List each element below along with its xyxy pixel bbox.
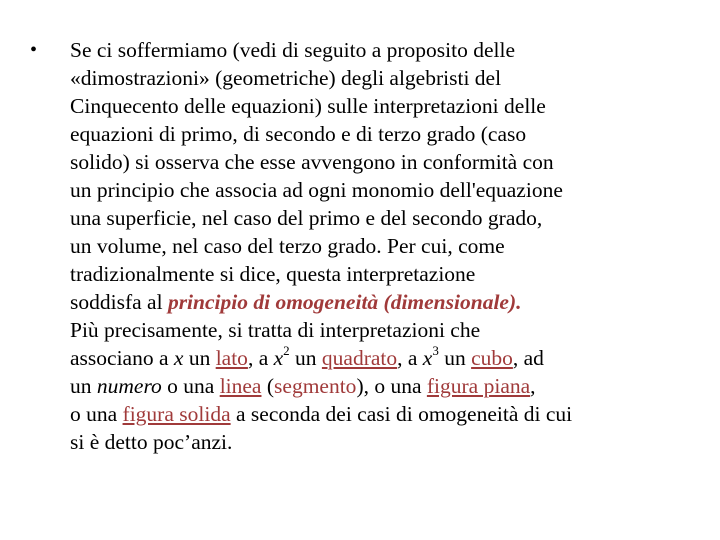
text-run: o una <box>161 374 220 398</box>
text-line: un principio che associa ad ogni monomio dell'equazione <box>70 178 563 202</box>
exponent: 2 <box>283 342 290 358</box>
text-line: Cinquecento delle equazioni) sulle interpretazioni delle <box>70 94 546 118</box>
text-run: o una <box>70 402 123 426</box>
text-line <box>70 344 690 372</box>
link-figura-piana[interactable]: figura piana <box>426 374 531 398</box>
italic-term: numero <box>96 374 162 398</box>
text-line <box>70 372 690 400</box>
link-cubo[interactable]: cubo <box>471 346 513 370</box>
text-line: «dimostrazioni» (geometriche) degli algebristi del <box>70 66 502 90</box>
exponent: 3 <box>432 342 439 358</box>
text-line: una superficie, nel caso del primo e del secondo grado, <box>70 206 543 230</box>
bullet-text <box>70 36 690 456</box>
text-run: ( <box>261 374 275 398</box>
text-run: un <box>183 346 216 370</box>
text-run: un <box>438 346 472 370</box>
colored-term: segmento <box>274 374 357 398</box>
link-figura-solida[interactable]: figura solida <box>122 402 231 426</box>
text-line: equazioni di primo, di secondo e di terzo grado (caso <box>70 122 527 146</box>
emphasized-term: principio di omogeneità (dimensionale). <box>167 290 522 314</box>
text-line: si è detto poc’anzi. <box>70 430 233 454</box>
link-lato[interactable]: lato <box>215 346 248 370</box>
bullet-marker: • <box>30 39 38 61</box>
text-run: , ad <box>512 346 544 370</box>
text-run: soddisfa al <box>70 290 168 314</box>
text-run: , <box>530 374 536 398</box>
text-run: a seconda dei casi di omogeneità di cui <box>230 402 573 426</box>
text-run: un <box>289 346 322 370</box>
text-line: Se ci soffermiamo (vedi di seguito a proposito delle <box>70 38 516 62</box>
text-line <box>70 400 690 428</box>
variable-x: x <box>173 346 184 370</box>
variable-x: x <box>273 346 284 370</box>
variable-x: x <box>422 346 433 370</box>
text-run: , a <box>247 346 274 370</box>
text-run: un <box>70 374 97 398</box>
text-line: un volume, nel caso del terzo grado. Per cui, come <box>70 234 505 258</box>
link-linea[interactable]: linea <box>219 374 262 398</box>
text-line <box>70 288 690 316</box>
text-run: , a <box>397 346 423 370</box>
text-line: tradizionalmente si dice, questa interpretazione <box>70 262 476 286</box>
text-run: ), o una <box>356 374 427 398</box>
text-line: Più precisamente, si tratta di interpretazioni che <box>70 318 481 342</box>
text-run: associano a <box>70 346 174 370</box>
link-quadrato[interactable]: quadrato <box>321 346 398 370</box>
text-line: solido) si osserva che esse avvengono in conformità con <box>70 150 554 174</box>
